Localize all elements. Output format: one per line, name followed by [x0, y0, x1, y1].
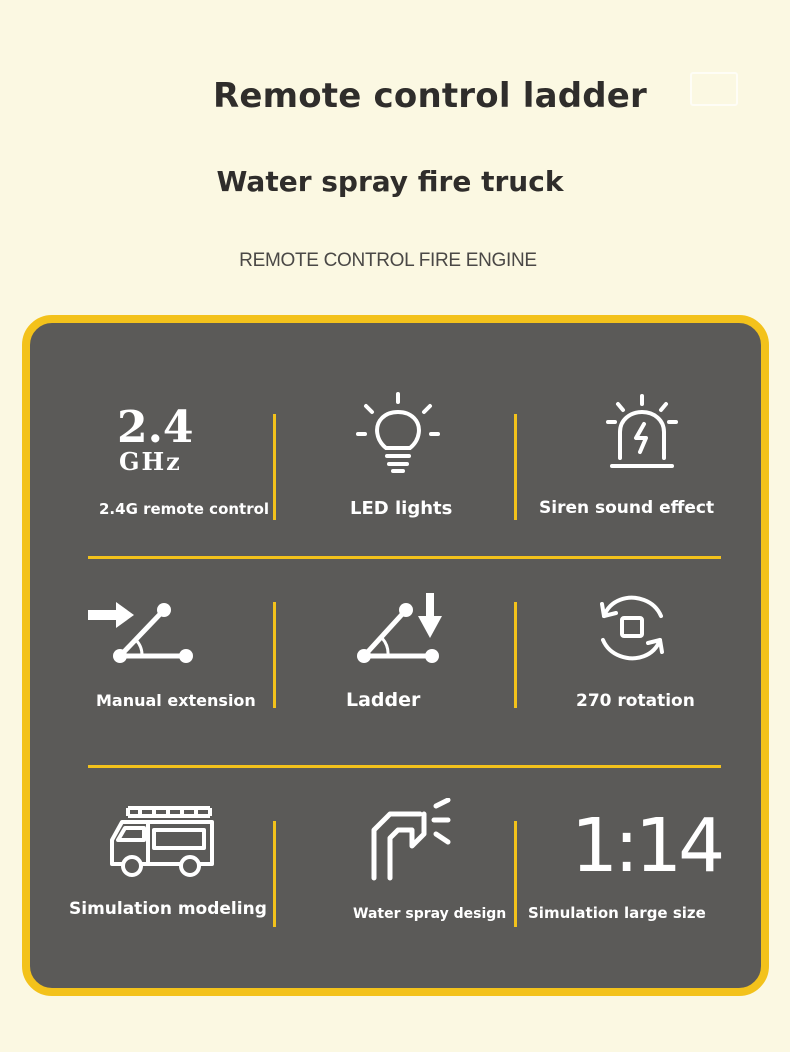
column-divider — [273, 821, 276, 927]
feature-label: Simulation large size — [528, 904, 706, 922]
feature-label: Simulation modeling — [69, 899, 267, 919]
feature-label: 2.4G remote control — [99, 500, 270, 518]
fire-truck-icon — [110, 802, 216, 878]
feature-label: Manual extension — [96, 691, 256, 710]
page-subtitle: Water spray fire truck — [216, 165, 564, 198]
ladder-lower-icon — [352, 590, 446, 670]
water-spray-icon — [366, 798, 456, 882]
scale-ratio-icon: 1:14 — [571, 803, 722, 889]
feature-label: LED lights — [350, 498, 453, 519]
column-divider — [273, 414, 276, 520]
icon-text-top: 2.4 — [117, 402, 194, 453]
feature-label: Ladder — [346, 689, 421, 711]
column-divider — [514, 602, 517, 708]
column-divider — [514, 414, 517, 520]
column-divider — [273, 602, 276, 708]
page-tagline: REMOTE CONTROL FIRE ENGINE — [239, 250, 537, 271]
corner-badge-icon — [690, 72, 738, 106]
icon-text-bottom: GHz — [119, 447, 182, 475]
feature-label: Siren sound effect — [539, 498, 715, 518]
siren-icon — [606, 394, 678, 470]
row-divider — [88, 556, 721, 559]
row-divider — [88, 765, 721, 768]
light-bulb-icon — [356, 390, 440, 474]
column-divider — [514, 821, 517, 927]
feature-label: 270 rotation — [576, 691, 695, 711]
feature-label: Water spray design — [353, 906, 507, 922]
manual-extension-icon — [86, 598, 201, 670]
page-title: Remote control ladder — [212, 76, 648, 116]
rotation-icon — [598, 592, 666, 664]
2.4ghz-icon — [115, 400, 200, 475]
